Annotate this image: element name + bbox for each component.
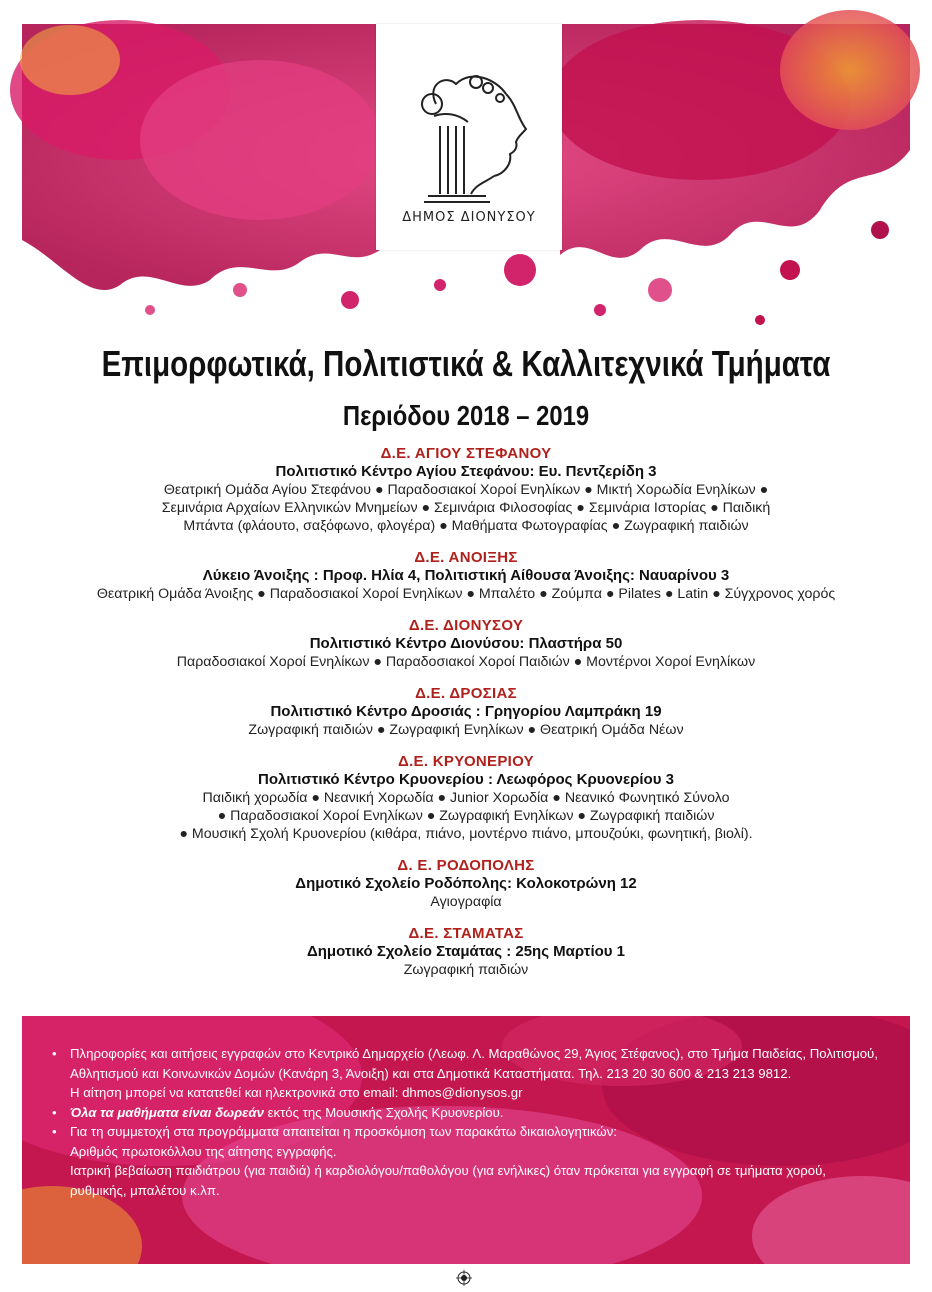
- section-venue: Λύκειο Άνοιξης : Προφ. Ηλία 4, Πολιτιστική Αίθουσα Άνοιξης: Ναυαρίνου 3: [202, 567, 730, 584]
- municipality-logo: [376, 24, 562, 250]
- info-line: Για τη συμμετοχή στα προγράμματα απαιτείται η προσκόμιση των παρακάτω δικαιολογητικών:: [70, 1124, 617, 1139]
- info-item-free: [48, 1103, 888, 1123]
- section-unit: Δ.Ε. ΑΓΙΟΥ ΣΤΕΦΑΝΟΥ: [380, 445, 552, 462]
- section-agios-stefanos: [20, 445, 912, 535]
- section-venue: Πολιτιστικό Κέντρο Διονύσου: Πλαστήρα 50: [309, 635, 623, 652]
- bullet-icon: •: [52, 1046, 57, 1061]
- section-drosia: [20, 685, 912, 739]
- info-line: Η αίτηση μπορεί να κατατεθεί και ηλεκτρονικά στο email: dhmos@dionysos.gr: [70, 1085, 523, 1100]
- section-venue: Δημοτικό Σχολείο Σταμάτας : 25ης Μαρτίου 1: [306, 943, 626, 960]
- activity-line: Μπάντα (φλάουτο, σαξόφωνο, φλογέρα) ● Μαθήματα Φωτογραφίας ● Ζωγραφική παιδιών: [183, 518, 749, 534]
- info-text: [48, 1044, 888, 1200]
- activity-line: Θεατρική Ομάδα Άνοιξης ● Παραδοσιακοί Χοροί Ενηλίκων ● Μπαλέτο ● Ζούμπα ● Pilates ● Latin ● Σύγχρονος χορός: [96, 586, 836, 602]
- section-unit: Δ.Ε. ΔΙΟΝΥΣΟΥ: [408, 617, 524, 634]
- info-line: Ιατρική βεβαίωση παιδιάτρου (για παιδιά) ή καρδιολόγου/παθολόγου (για ενήλικες) όταν πρόκειται για εγγραφή σε τμήματα χορού,: [70, 1163, 826, 1178]
- activity-line: Αγιογραφία: [430, 894, 502, 910]
- registration-mark-icon: [456, 1270, 472, 1286]
- activity-line: Παιδική χορωδία ● Νεανική Χορωδία ● Junior Χορωδία ● Νεανικό Φωνητικό Σύνολο: [202, 790, 730, 806]
- info-line: ρυθμικής, μπαλέτου κ.λπ.: [70, 1182, 220, 1198]
- section-unit: Δ.Ε. ΔΡΟΣΙΑΣ: [415, 685, 517, 702]
- section-stamata: [20, 925, 912, 979]
- section-unit: Δ.Ε. ΚΡΥΟΝΕΡΙΟΥ: [398, 753, 534, 770]
- activity-line: ● Μουσική Σχολή Κρυονερίου (κιθάρα, πιάνο, μοντέρνο πιάνο, μπουζούκι, φωνητική, βιολί).: [179, 826, 753, 842]
- sections-list: [20, 445, 912, 993]
- info-item-documents: [48, 1122, 888, 1200]
- activity-line: Παραδοσιακοί Χοροί Ενηλίκων ● Παραδοσιακοί Χοροί Παιδιών ● Μοντέρνοι Χοροί Ενηλίκων: [176, 654, 756, 670]
- section-unit: Δ.Ε. ΣΤΑΜΑΤΑΣ: [408, 925, 524, 942]
- section-rodopoli: [20, 857, 912, 911]
- section-venue: Πολιτιστικό Κέντρο Κρυονερίου : Λεωφόρος Κρυονερίου 3: [258, 771, 674, 788]
- page-subtitle: Περιόδου 2018 – 2019: [342, 400, 590, 431]
- section-venue: Πολιτιστικό Κέντρο Αγίου Στεφάνου: Ευ. Πεντζερίδη 3: [275, 463, 657, 480]
- info-line: Πληροφορίες και αιτήσεις εγγραφών στο Κεντρικό Δημαρχείο (Λεωφ. Λ. Μαραθώνος 29, Άγιος Στέφανος), στο Τμήμα Παιδείας, Πολιτισμού,: [70, 1046, 878, 1061]
- section-unit: Δ. Ε. ΡΟΔΟΠΟΛΗΣ: [397, 857, 535, 874]
- info-line: Αριθμός πρωτοκόλλου της αίτησης εγγραφής.: [70, 1143, 337, 1159]
- activity-line: Ζωγραφική παιδιών: [403, 962, 529, 978]
- activity-line: ● Παραδοσιακοί Χοροί Ενηλίκων ● Ζωγραφική Ενηλίκων ● Ζωγραφική παιδιών: [217, 808, 715, 824]
- section-kryoneri: [20, 753, 912, 843]
- activity-line: Σεμινάρια Αρχαίων Ελληνικών Μνημείων ● Σεμινάρια Φιλοσοφίας ● Σεμινάρια Ιστορίας ● Παιδική: [161, 500, 771, 516]
- info-item-registration: [48, 1044, 888, 1103]
- bullet-icon: •: [52, 1124, 57, 1139]
- info-line: [70, 1103, 888, 1123]
- activity-line: Ζωγραφική παιδιών ● Ζωγραφική Ενηλίκων ● Θεατρική Ομάδα Νέων: [248, 722, 684, 738]
- section-anoixi: [20, 549, 912, 603]
- logo-text: ΔΗΜΟΣ ΔΙΟΝΥΣΟΥ: [402, 210, 536, 225]
- section-unit: Δ.Ε. ΑΝΟΙΞΗΣ: [414, 549, 518, 566]
- free-exception: εκτός της Μουσικής Σχολής Κρυονερίου.: [263, 1104, 504, 1120]
- info-line: Αθλητισμού και Κοινωνικών Δομών (Κανάρη 3, Άνοιξη) και στα Δημοτικά Καταστήματα. Τηλ. 213 20 30 600 & 213 213 9812.: [70, 1065, 792, 1081]
- section-venue: Πολιτιστικό Κέντρο Δροσιάς : Γρηγορίου Λαμπράκη 19: [270, 703, 662, 720]
- bullet-icon: •: [52, 1104, 57, 1120]
- free-notice: Όλα τα μαθήματα είναι δωρεάν: [70, 1104, 264, 1120]
- page-title: Επιμορφωτικά, Πολιτιστικά & Καλλιτεχνικά Τμήματα: [101, 343, 831, 384]
- section-dionysos: [20, 617, 912, 671]
- info-band: [22, 1016, 910, 1264]
- activity-line: Θεατρική Ομάδα Αγίου Στεφάνου ● Παραδοσιακοί Χοροί Ενηλίκων ● Μικτή Χορωδία Ενηλίκων ●: [163, 482, 769, 498]
- section-venue: Δημοτικό Σχολείο Ροδόπολης: Κολοκοτρώνη 12: [295, 875, 637, 892]
